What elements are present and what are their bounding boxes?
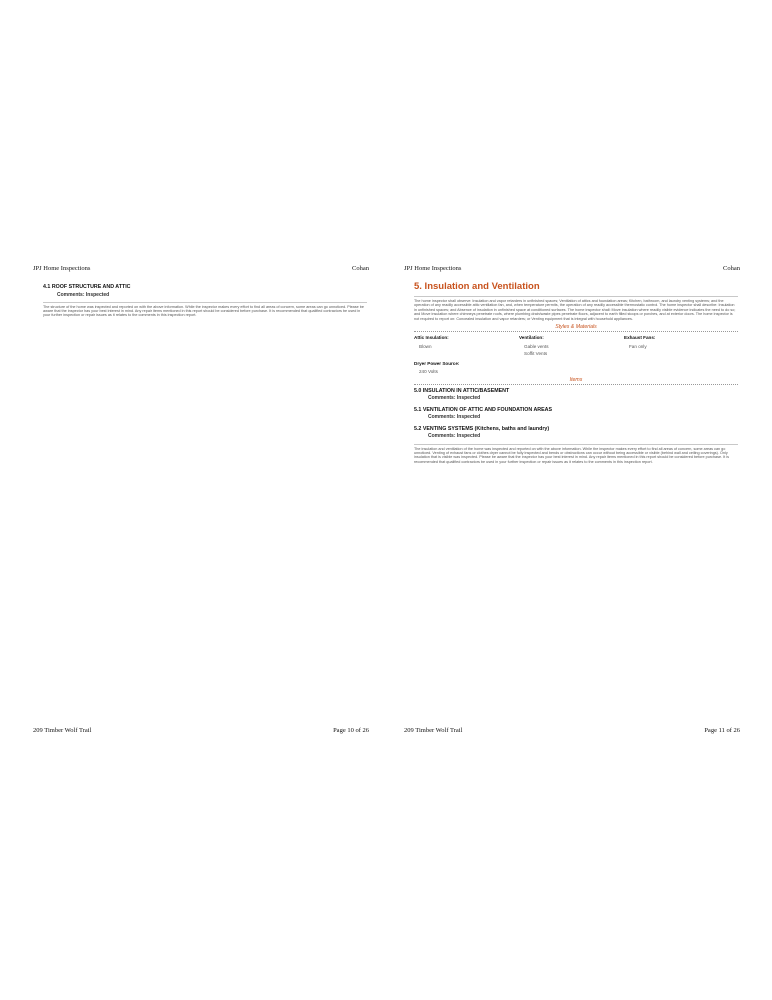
- page-number: Page 10 of 26: [333, 727, 369, 734]
- style-value: Fan only: [629, 343, 647, 349]
- property-address: 209 Timber Wolf Trail: [404, 727, 463, 734]
- page-header: [33, 265, 369, 272]
- styles-materials-heading: Styles & Materials: [414, 324, 738, 332]
- client-name: Cohan: [352, 265, 369, 272]
- section-intro: The home inspector shall observe: Insulation and vapor retarders in unfinished spaces; Ventilation of attics and foundation areas; Kitchen, bathroom, and laundry venting systems; and the operation of any readily accessible attic ventilation fan, and, when temperature permits, the operation of any readily accessible thermostatic control. The home inspector shall describe: Insulation in unfinished spaces; and Absence of insulation in unfinished space at conditioned surfaces. The home inspector shall: Move insulation where readily visible evidence indicates the need to do so; and Move insulation where chimneys penetrate roofs, where plumbing drain/waste pipes penetrate floors, adjacent to earth filled stoops or porches, and at exterior doors. The home inspector is not required to report on: Concealed insulation and vapor retarders; or Venting equipment that is integral with household appliances.: [414, 299, 736, 321]
- divider: [414, 296, 738, 297]
- item-title: 4.1 ROOF STRUCTURE AND ATTIC: [43, 284, 131, 290]
- client-name: Cohan: [723, 265, 740, 272]
- styles-grid: [414, 335, 738, 358]
- item-comments: Comments: Inspected: [428, 395, 481, 402]
- style-label: Attic Insulation:: [414, 335, 449, 341]
- report-page-10: [33, 262, 369, 740]
- page-number: Page 11 of 26: [704, 727, 740, 734]
- list-item: [414, 407, 738, 421]
- style-label: Exhaust Fans:: [624, 335, 656, 341]
- item-comments: Comments: Inspected: [428, 414, 481, 421]
- style-value: Soffit Vents: [524, 351, 548, 357]
- style-attic-insulation: [414, 335, 519, 358]
- item-comments: Comments: Inspected: [428, 433, 481, 440]
- divider: [43, 302, 367, 303]
- closing-paragraph: The insulation and ventilation of the home was inspected and reported on with the above information. While the inspector makes every effort to find all areas of concern, some areas can go unnoticed. Venting of exhaust fans or clothes dryer cannot be fully inspected and bends or obstructions can occur without being accessible or visible (behind wall and ceiling coverings). Only insulation that is visible was inspected. Please be aware that the inspector has your best interest in mind. Any repair items mentioned in this report should be considered before purchase. It is recommended that qualified contractors be used in your further inspection or repair issues as it relates to the comments in this inspection report.: [414, 446, 729, 464]
- page-footer: [404, 727, 740, 734]
- style-value: Blown: [419, 343, 432, 349]
- style-label: Dryer Power Source:: [414, 360, 460, 366]
- style-ventilation: [519, 335, 624, 358]
- item-title: 5.1 VENTILATION OF ATTIC AND FOUNDATION AREAS: [414, 406, 553, 413]
- section-title: 5. Insulation and Ventilation: [414, 281, 540, 292]
- item-title: 5.2 VENTING SYSTEMS (Kitchens, baths and laundry): [414, 425, 550, 432]
- page-header: [404, 265, 740, 272]
- item-comments: Comments: Inspected: [57, 291, 110, 298]
- report-page-11: [404, 262, 740, 740]
- page-content: [414, 281, 738, 464]
- page-footer: [33, 727, 369, 734]
- summary-paragraph: The structure of the home was inspected and reported on with the above information. While the inspector makes every effort to find all areas of concern, some areas can go unnoticed. Please be aware that the inspector has your best interest in mind. Any repair items mentioned in this report should be considered before purchase. It is recommended that qualified contractors be used in your further inspection or repair issues as it relates to the comments in this inspection report.: [43, 304, 364, 318]
- list-item: [414, 426, 738, 440]
- page-content: [43, 284, 367, 318]
- property-address: 209 Timber Wolf Trail: [33, 727, 92, 734]
- items-heading: Items: [414, 377, 738, 385]
- company-name: JPJ Home Inspections: [404, 265, 462, 272]
- style-label: Ventilation:: [519, 335, 544, 341]
- divider: [414, 444, 738, 445]
- list-item: [414, 388, 738, 402]
- style-value: 240 Volts: [419, 369, 438, 375]
- style-value: Gable vents: [524, 343, 549, 349]
- items-list: [414, 388, 738, 440]
- company-name: JPJ Home Inspections: [33, 265, 91, 272]
- item-title: 5.0 INSULATION IN ATTIC/BASEMENT: [414, 387, 510, 394]
- style-exhaust-fans: [624, 335, 729, 358]
- style-dryer-power: [414, 361, 738, 376]
